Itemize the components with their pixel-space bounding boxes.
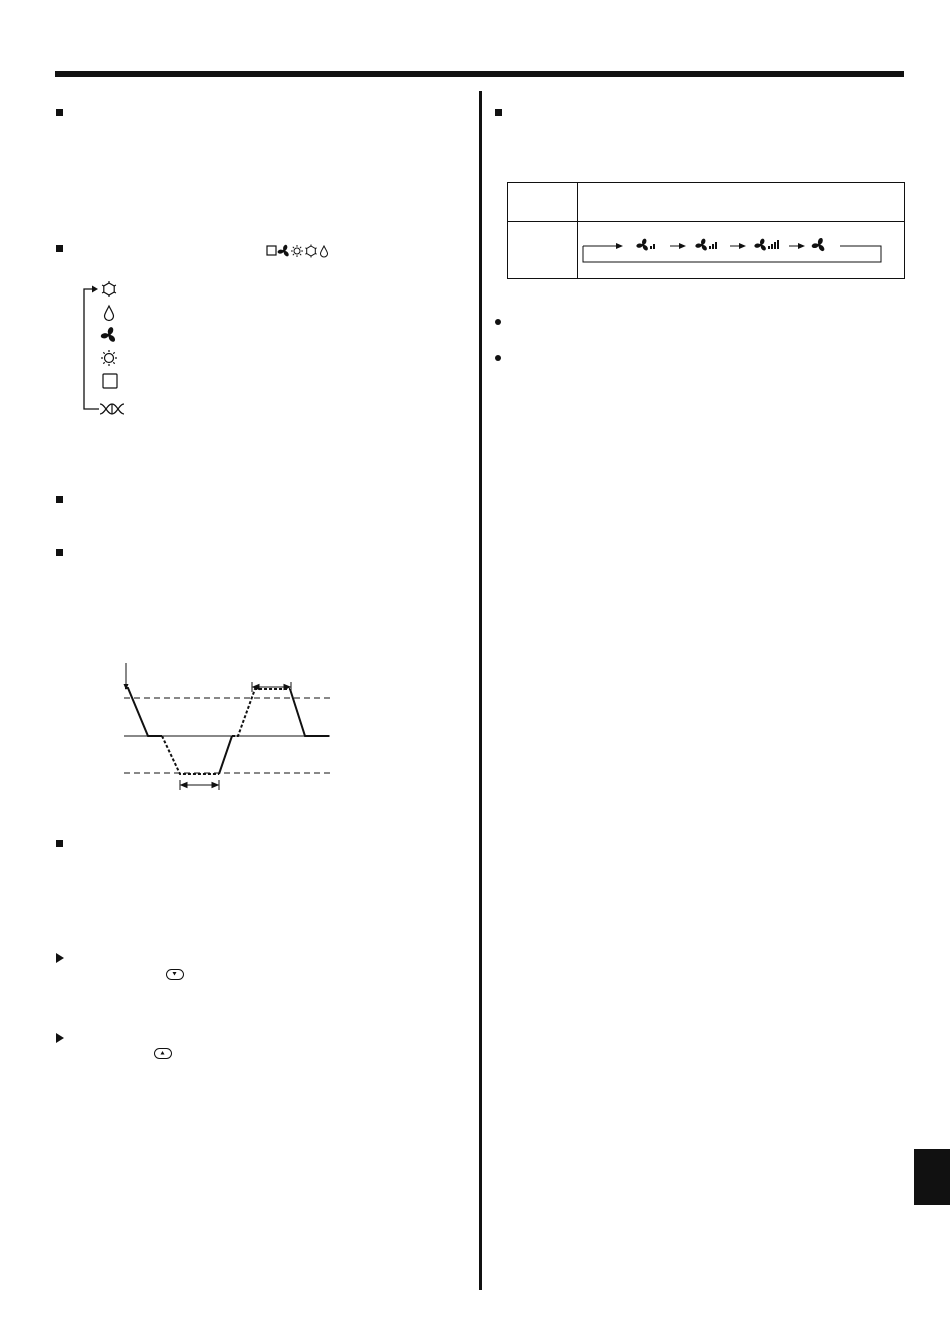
dry-drop-icon: [321, 246, 328, 257]
temperature-trace-dotted: [162, 689, 290, 774]
mode-icon-strip: [266, 244, 330, 258]
up-arrow-button-icon: [154, 1048, 172, 1059]
fan-speed-table: [507, 182, 905, 279]
section-bullet: [56, 840, 63, 847]
ventilation-icon: [100, 404, 124, 414]
section-bullet: [56, 496, 63, 503]
fan-icon: [277, 244, 289, 257]
start-arrow: [124, 663, 129, 690]
cool-snowflake-icon: [102, 281, 116, 297]
temperature-trace-solid: [125, 688, 329, 774]
step-marker: [56, 1033, 64, 1043]
header-rule: [55, 71, 904, 77]
heat-sun-icon: [101, 350, 117, 366]
mode-cycle-diagram: [80, 278, 140, 418]
temperature-control-diagram: [115, 660, 335, 795]
heat-sun-icon: [291, 245, 303, 257]
table-cell: [508, 222, 578, 279]
section-bullet: [56, 549, 63, 556]
table-cell: [578, 183, 905, 222]
section-bullet: [56, 109, 63, 116]
language-tab-block: [914, 1149, 950, 1205]
fan-speed-mid2-icon: [754, 238, 779, 251]
fan-speed-high-icon: [811, 237, 825, 252]
column-divider: [479, 91, 482, 1290]
cool-snowflake-icon: [305, 245, 316, 258]
fan-icon: [100, 326, 116, 343]
fan-speed-mid1-icon: [695, 238, 717, 251]
down-arrow-button-icon: [166, 969, 184, 980]
auto-square-icon: [103, 374, 117, 388]
step-marker: [56, 953, 64, 963]
table-cell: [508, 183, 578, 222]
upper-interval-marker: [252, 682, 291, 692]
lower-interval-marker: [180, 780, 219, 790]
list-bullet: [495, 319, 501, 325]
list-bullet: [495, 355, 501, 361]
fan-speed-low-icon: [636, 238, 655, 251]
section-bullet: [56, 245, 63, 252]
fan-speed-cycle-diagram: [578, 233, 904, 267]
dry-drop-icon: [105, 306, 114, 321]
fan-speed-cycle-cell: [578, 222, 905, 279]
section-bullet: [495, 109, 502, 116]
stop-square-icon: [267, 246, 276, 255]
